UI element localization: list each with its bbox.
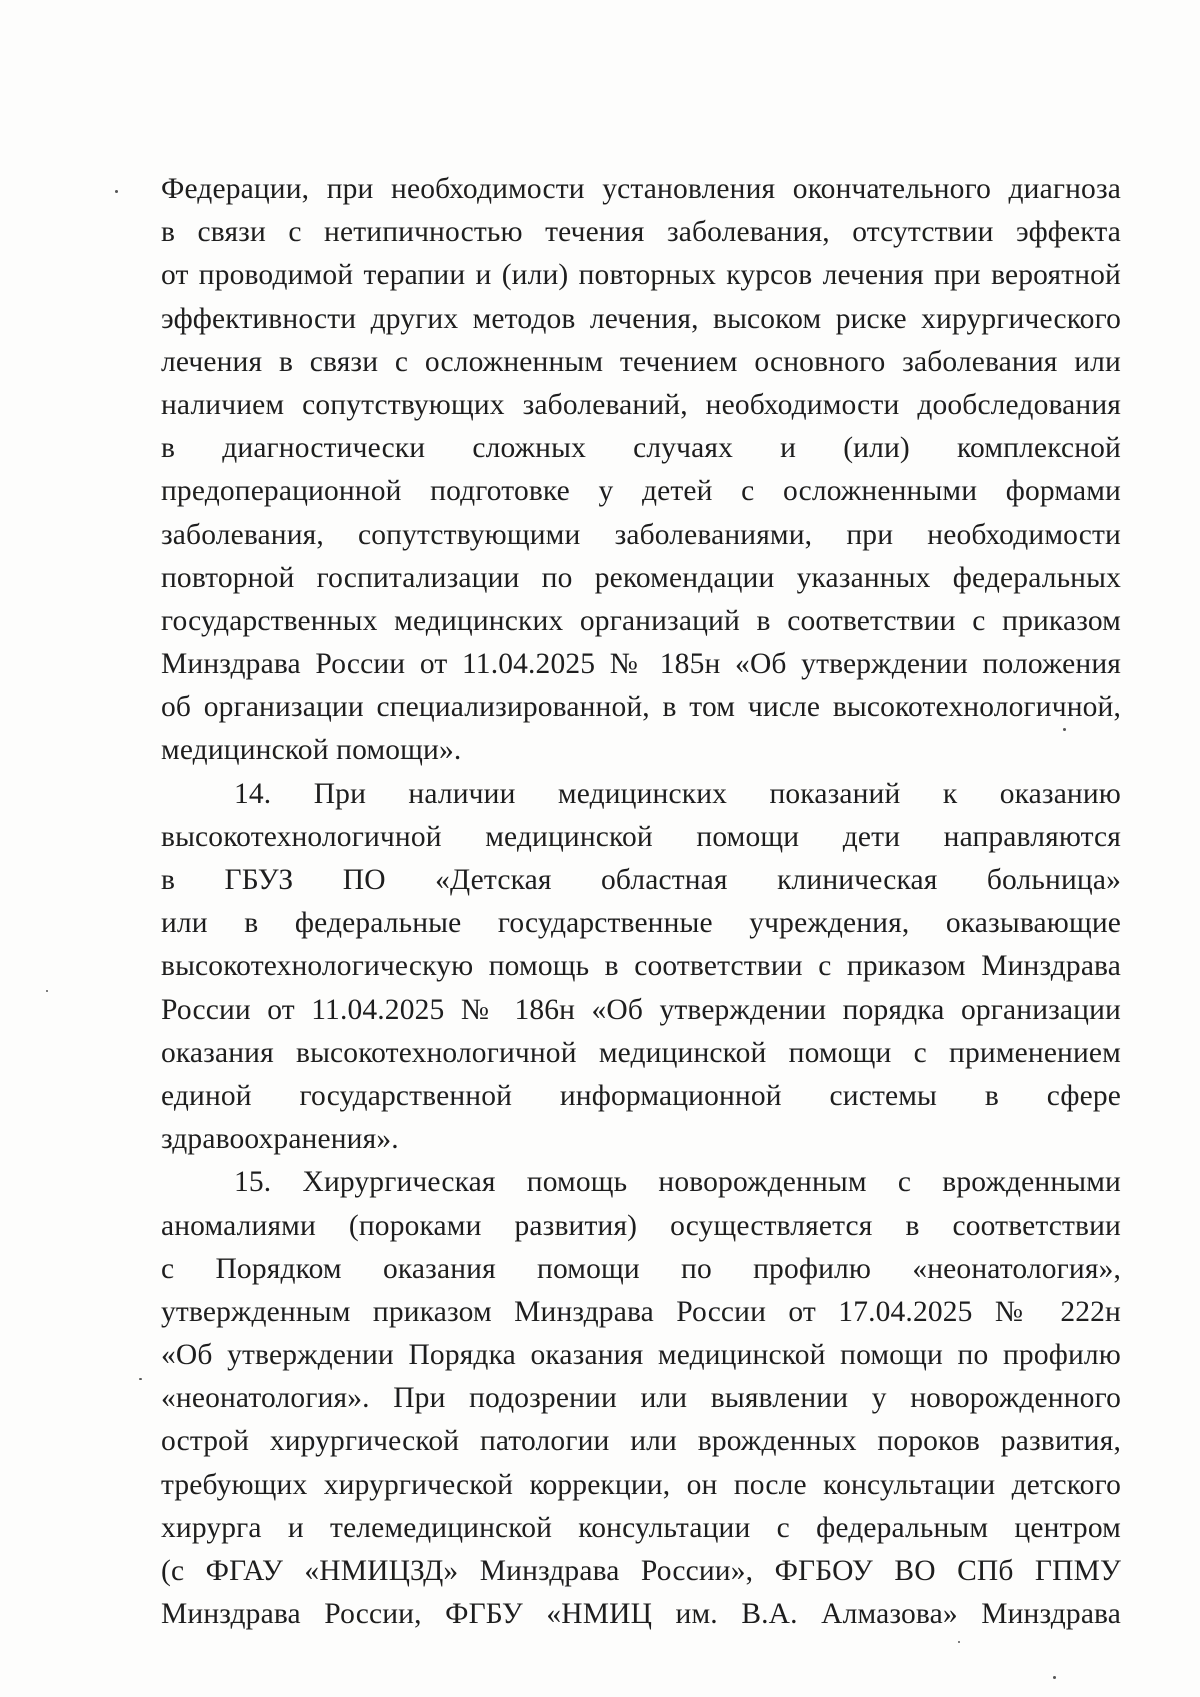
text-line: России от 11.04.2025 № 186н «Об утверждении порядка организации: [161, 993, 1121, 1026]
text-line: наличием сопутствующих заболеваний, необходимости дообследования: [161, 388, 1121, 421]
text-line: Федерации, при необходимости установления окончательного диагноза: [161, 173, 1121, 205]
text-line: с Порядком оказания помощи по профилю «неонатология»,: [161, 1252, 1121, 1285]
scan-speck: [958, 1641, 960, 1643]
text-line: эффективности других методов лечения, высоком риске хирургического: [161, 302, 1121, 335]
text-line: Минздрава России, ФГБУ «НМИЦ им. В.А. Алмазова» Минздрава: [161, 1598, 1121, 1631]
scan-speck: [1063, 728, 1066, 731]
text-line: государственных медицинских организаций в соответствии с приказом: [161, 604, 1121, 637]
text-line: об организации специализированной, в том числе высокотехнологичной,: [161, 691, 1121, 724]
text-line: оказания высокотехнологичной медицинской помощи с применением: [161, 1036, 1121, 1069]
document-body: [161, 168, 1121, 1636]
text-line: предоперационной подготовке у детей с осложненными формами: [161, 475, 1121, 508]
text-line: в ГБУЗ ПО «Детская областная клиническая больница»: [161, 864, 1121, 896]
text-line: аномалиями (пороками развития) осуществляется в соответствии: [161, 1209, 1121, 1242]
text-line: требующих хирургической коррекции, он после консультации детского: [161, 1468, 1121, 1501]
text-line: 14. При наличии медицинских показаний к оказанию: [234, 777, 1121, 810]
text-line: или в федеральные государственные учреждения, оказывающие: [161, 907, 1121, 940]
text-line: острой хирургической патологии или врожденных пороков развития,: [161, 1425, 1121, 1458]
scan-speck: [139, 1378, 142, 1380]
text-line: (с ФГАУ «НМИЦЗД» Минздрава России», ФГБОУ ВО СПб ГПМУ: [161, 1555, 1121, 1587]
text-line: от проводимой терапии и (или) повторных курсов лечения при вероятной: [161, 259, 1121, 292]
text-line: «неонатология». При подозрении или выявлении у новорожденного: [161, 1382, 1121, 1415]
text-line: 15. Хирургическая помощь новорожденным с врожденными: [234, 1166, 1121, 1199]
text-line: высокотехнологичной медицинской помощи дети направляются: [161, 820, 1121, 853]
text-line: Минздрава России от 11.04.2025 № 185н «Об утверждении положения: [161, 648, 1121, 681]
text-line: медицинской помощи».: [161, 734, 462, 767]
text-line: в связи с нетипичностью течения заболевания, отсутствии эффекта: [161, 216, 1121, 249]
text-line: здравоохранения».: [161, 1123, 399, 1156]
text-line: заболевания, сопутствующими заболеваниями, при необходимости: [161, 518, 1121, 551]
text-line: хирурга и телемедицинской консультации с федеральным центром: [161, 1511, 1121, 1544]
paragraph-14: [161, 773, 1121, 1162]
scan-speck: [46, 990, 48, 992]
text-line: утвержденным приказом Минздрава России от 17.04.2025 № 222н: [161, 1295, 1121, 1328]
text-line: «Об утверждении Порядка оказания медицинской помощи по профилю: [161, 1339, 1121, 1372]
text-line: повторной госпитализации по рекомендации указанных федеральных: [161, 561, 1121, 594]
scan-speck: [115, 190, 118, 193]
text-line: единой государственной информационной системы в сфере: [161, 1079, 1121, 1112]
scan-speck: [1053, 1676, 1056, 1679]
paragraph-15: [161, 1161, 1121, 1636]
text-line: лечения в связи с осложненным течением основного заболевания или: [161, 345, 1121, 378]
text-line: в диагностически сложных случаях и (или) комплексной: [161, 432, 1121, 465]
text-line: высокотехнологическую помощь в соответствии с приказом Минздрава: [161, 950, 1121, 983]
paragraph-continuation: [161, 168, 1121, 773]
